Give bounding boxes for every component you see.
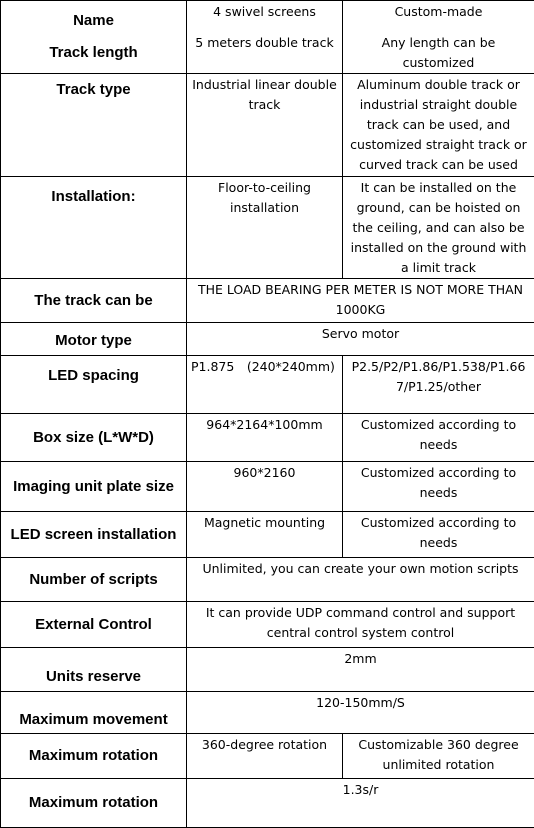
cell-units-reserve: 2mm bbox=[187, 648, 534, 692]
table-row bbox=[1, 602, 534, 648]
cell-track-length-value-a: 5 meters double track bbox=[191, 33, 338, 53]
cell-track-type-a: Industrial linear double track bbox=[187, 74, 343, 177]
row-label-name-track-length bbox=[1, 1, 187, 74]
table-row bbox=[1, 558, 534, 602]
cell-track-can-be: THE LOAD BEARING PER METER IS NOT MORE THAN 1000KG bbox=[187, 279, 534, 323]
row-label-box-size: Box size (L*W*D) bbox=[1, 414, 187, 462]
cell-track-type-b: Aluminum double track or industrial straight double track can be used, and customized straight track or curved track can be used bbox=[343, 74, 534, 177]
row-label-maximum-rotation-time: Maximum rotation bbox=[1, 779, 187, 828]
row-label-units-reserve: Units reserve bbox=[1, 648, 187, 692]
table-row bbox=[1, 734, 534, 779]
table-row bbox=[1, 323, 534, 356]
cell-name-track-length-b bbox=[343, 1, 534, 74]
table-row bbox=[1, 414, 534, 462]
cell-box-size-a: 964*2164*100mm bbox=[187, 414, 343, 462]
cell-led-spacing-a: P1.875 (240*240mm) bbox=[187, 356, 343, 414]
cell-led-screen-installation-b: Customized according to needs bbox=[343, 512, 534, 558]
table-row bbox=[1, 177, 534, 279]
row-label-imaging-unit-plate-size: Imaging unit plate size bbox=[1, 462, 187, 512]
row-label-track-length: Track length bbox=[5, 37, 182, 69]
row-label-track-can-be: The track can be bbox=[1, 279, 187, 323]
cell-external-control: It can provide UDP command control and support central control system control bbox=[187, 602, 534, 648]
row-label-track-type: Track type bbox=[1, 74, 187, 177]
cell-imaging-unit-plate-size-b: Customized according to needs bbox=[343, 462, 534, 512]
table-row bbox=[1, 648, 534, 692]
row-label-maximum-movement: Maximum movement bbox=[1, 692, 187, 734]
cell-installation-b: It can be installed on the ground, can be hoisted on the ceiling, and can also be installed on the ground with a limit track bbox=[343, 177, 534, 279]
cell-imaging-unit-plate-size-a: 960*2160 bbox=[187, 462, 343, 512]
row-label-installation: Installation: bbox=[1, 177, 187, 279]
cell-maximum-rotation-a: 360-degree rotation bbox=[187, 734, 343, 779]
row-label-number-of-scripts: Number of scripts bbox=[1, 558, 187, 602]
cell-installation-a: Floor-to-ceiling installation bbox=[187, 177, 343, 279]
row-label-maximum-rotation: Maximum rotation bbox=[1, 734, 187, 779]
cell-maximum-rotation-b: Customizable 360 degree unlimited rotation bbox=[343, 734, 534, 779]
cell-name-value-a: 4 swivel screens bbox=[191, 2, 338, 22]
table-row bbox=[1, 692, 534, 734]
table-row bbox=[1, 1, 534, 74]
cell-motor-type: Servo motor bbox=[187, 323, 534, 356]
row-label-external-control: External Control bbox=[1, 602, 187, 648]
table-row bbox=[1, 779, 534, 828]
table-row bbox=[1, 279, 534, 323]
cell-number-of-scripts: Unlimited, you can create your own motion scripts bbox=[187, 558, 534, 602]
cell-name-track-length-a bbox=[187, 1, 343, 74]
cell-maximum-movement: 120-150mm/S bbox=[187, 692, 534, 734]
row-label-name: Name bbox=[5, 5, 182, 37]
row-label-led-screen-installation: LED screen installation bbox=[1, 512, 187, 558]
cell-led-screen-installation-a: Magnetic mounting bbox=[187, 512, 343, 558]
cell-name-value-b: Custom-made bbox=[347, 2, 530, 22]
cell-maximum-rotation-time: 1.3s/r bbox=[187, 779, 534, 828]
table-row bbox=[1, 356, 534, 414]
row-label-led-spacing: LED spacing bbox=[1, 356, 187, 414]
table-row bbox=[1, 74, 534, 177]
table-row bbox=[1, 462, 534, 512]
cell-box-size-b: Customized according to needs bbox=[343, 414, 534, 462]
cell-track-length-value-b: Any length can be customized bbox=[347, 33, 530, 73]
row-label-motor-type: Motor type bbox=[1, 323, 187, 356]
cell-led-spacing-b: P2.5/P2/P1.86/P1.538/P1.667/P1.25/other bbox=[343, 356, 534, 414]
table-row bbox=[1, 512, 534, 558]
